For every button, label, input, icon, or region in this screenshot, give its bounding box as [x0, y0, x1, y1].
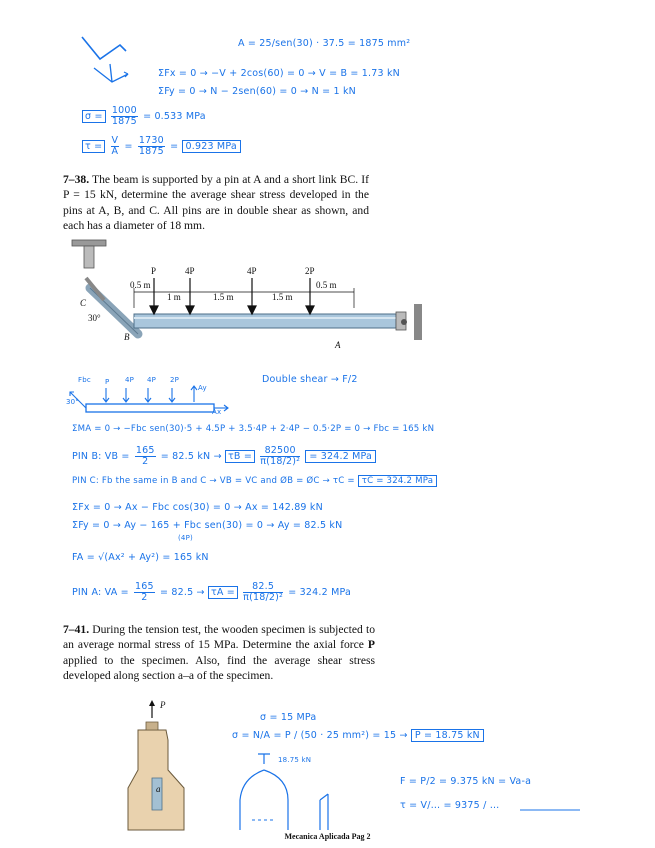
pin-b-tau-box: τB = [225, 450, 255, 463]
fbd-label-4p-2: 4P [147, 376, 157, 384]
tau-partial-equation: τ = V/… = 9375 / … [400, 800, 500, 811]
fbd-label-fbc: Fbc [78, 376, 91, 384]
pin-a-value: = 82.5 → [159, 587, 205, 598]
tau-result-box: 0.923 MPa [182, 140, 241, 153]
fbd-label-4p-1: 4P [125, 376, 135, 384]
sum-ma-equation: ΣMA = 0 → −Fbc sen(30)·5 + 4.5P + 3.5·4P + 2·4P − 0.5·2P = 0 → Fbc = 165 kN [72, 424, 435, 434]
pin-a-tau-box: τA = [208, 586, 238, 599]
pin-b-tau-fraction [260, 446, 300, 467]
pin-c-row [72, 476, 437, 486]
sigma-result: = 0.533 MPa [143, 111, 206, 122]
problem-text: The beam is supported by a pin at A and a short link BC. If P = 15 kN, determine the average shear stress developed in the pins at A, B, and C. All pins are in double shear as shown, and each has a diameter of 18 mm. [63, 173, 369, 233]
pin-c-text: PIN C: Fb the same in B and C → VB = VC and ØB = ØC → τC = [72, 476, 355, 486]
fbd-label-2p: 2P [170, 376, 180, 384]
pin-a-result: = 324.2 MPa [288, 587, 351, 598]
tau-box: τ = [82, 140, 105, 153]
load-label-2p: 2P [305, 266, 315, 276]
sum-fy-equation: ΣFy = 0 → N − 2sen(60) = 0 → N = 1 kN [158, 86, 356, 97]
sigma-15-label: σ = 15 MPa [260, 712, 317, 723]
angle-label: 30° [88, 313, 101, 323]
problem-text-2: applied to the specimen. Also, find the average shear stress developed along section a–a of the specimen. [63, 653, 375, 683]
pin-b-num: 165 [135, 445, 155, 456]
dim-1m: 1 m [167, 292, 181, 302]
pin-b-fraction [135, 446, 156, 467]
load-label-4p-1: 4P [185, 266, 195, 276]
problem-7-38 [63, 172, 369, 234]
problem-7-41 [63, 622, 375, 684]
partial-underline [520, 808, 580, 812]
sum-fx-equation: ΣFx = 0 → −V + 2cos(60) = 0 → V = B = 1.73 kN [158, 68, 400, 79]
dim-0-5m-right: 0.5 m [316, 280, 337, 290]
shear-stress-row: τ = $\frac{V}{A}$ = $\frac{1730}{1875}$ = 0.923 MPa [82, 136, 241, 157]
tau-a: A [111, 146, 119, 157]
sigma-15-equation [232, 730, 484, 741]
sigma-denominator: 1875 [111, 116, 137, 127]
specimen-p-label: P [160, 700, 166, 710]
pin-a-fraction [134, 582, 155, 603]
load-label-4p-2: 4P [247, 266, 257, 276]
pin-a-tau-num: 82.5 [243, 582, 283, 593]
pin-b-value: = 82.5 kN → [160, 451, 222, 462]
f-equation: F = P/2 = 9.375 kN = Va-a [400, 776, 532, 787]
sum-fy-note: (4P) [178, 534, 193, 542]
dim-0-5m-left: 0.5 m [130, 280, 151, 290]
sigma-fraction [111, 106, 138, 127]
tau-v: V [111, 135, 119, 146]
pin-b-den: 2 [142, 456, 149, 467]
sigma-box: σ = [82, 110, 106, 123]
pin-b-tau-num: 82500 [260, 446, 300, 457]
tau-denominator: 1875 [138, 146, 164, 157]
fbd-label-angle: 30° [66, 398, 80, 406]
pin-c-result-box: τC = 324.2 MPa [358, 475, 437, 487]
point-b-label: B [124, 332, 130, 342]
specimen-figure [122, 700, 202, 830]
pin-a-num: 165 [135, 581, 154, 592]
p-result-box: P = 18.75 kN [411, 729, 484, 742]
dim-1-5m-a: 1.5 m [213, 292, 234, 302]
p-label-value: 18.75 kN [278, 756, 312, 764]
tau-fraction [138, 136, 165, 157]
specimen-a-label: a [156, 784, 161, 794]
fbd-label-ax: Ax [212, 408, 222, 416]
double-shear-note [262, 374, 358, 385]
beam-figure [64, 238, 414, 358]
point-a-label: A [335, 340, 341, 350]
sigma-numerator: 1000 [111, 105, 137, 116]
tau-numerator: 1730 [138, 135, 164, 146]
problem-bold-p: P [367, 638, 375, 652]
sum-fx-a-equation: ΣFx = 0 → Ax − Fbc cos(30) = 0 → Ax = 142.89 kN [72, 502, 323, 513]
pin-a-row [72, 582, 351, 603]
pin-a-prefix: PIN A: VA = [72, 587, 129, 598]
pin-b-result-box: = 324.2 MPa [305, 450, 376, 463]
pin-a-tau-den: π(18/2)² [243, 592, 284, 603]
tau-va-fraction [111, 136, 120, 157]
fbd-label-ay: Ay [198, 384, 207, 392]
problem-number: 7–41. [63, 623, 90, 636]
normal-stress-row [82, 106, 206, 127]
pin-b-row [72, 446, 376, 467]
pin-a-den: 2 [141, 592, 148, 603]
pin-b-prefix: PIN B: VB = [72, 451, 130, 462]
force-axes-sketch [88, 60, 148, 100]
double-shear-text: Double shear → [262, 374, 340, 385]
problem-text-1: During the tension test, the wooden specimen is subjected to an average normal stress of 15 MPa. Determine the axial force [63, 623, 375, 652]
pin-a-tau-fraction [243, 582, 283, 603]
load-label-p: P [151, 266, 157, 276]
area-equation: A = 25/sen(30) · 37.5 = 1875 mm² [238, 38, 411, 49]
problem-number: 7–38. [63, 173, 90, 186]
fbd-label-p: P [105, 378, 110, 386]
point-c-label: C [80, 298, 87, 308]
sum-fy-a-equation: ΣFy = 0 → Ay − 165 + Fbc sen(30) = 0 → Ay = 82.5 kN [72, 520, 343, 531]
sigma-15-eq-text: σ = N/A = P / (50 · 25 mm²) = 15 → [232, 730, 408, 741]
dim-1-5m-b: 1.5 m [272, 292, 293, 302]
page-footer: Mecanica Aplicada Pag 2 [284, 832, 371, 841]
pin-b-tau-den: π(18/2)² [260, 456, 301, 467]
fa-equation: FA = √(Ax² + Ay²) = 165 kN [72, 552, 209, 563]
double-shear-fraction: F/2 [342, 374, 358, 385]
